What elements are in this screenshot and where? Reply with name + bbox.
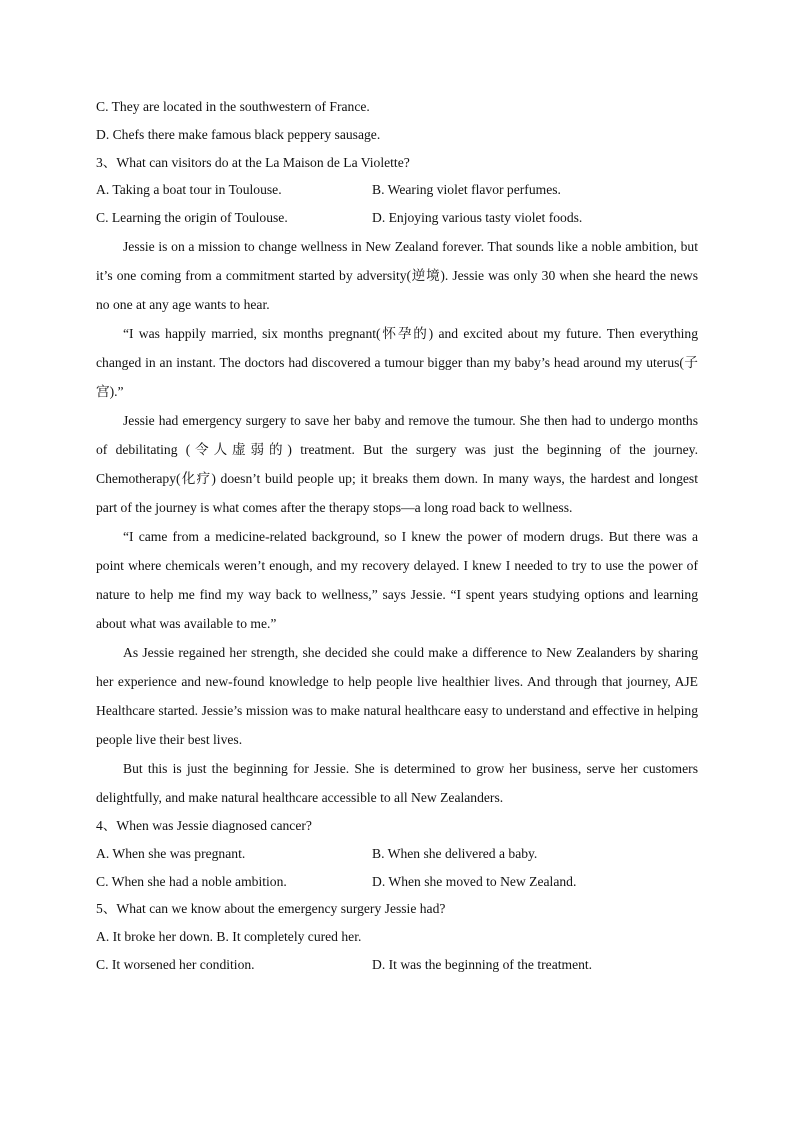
q3-options-row-1 bbox=[96, 176, 698, 204]
passage-paragraph-5: As Jessie regained her strength, she decided she could make a difference to New Zealanders by sharing her experience and new-found knowledge to help people live healthier lives. And through that journey, AJE Healthcare started. Jessie’s mission was to make natural healthcare easy to understand and effective in helping people live their best lives. bbox=[96, 644, 698, 747]
q4-option-a: A. When she was pregnant. bbox=[96, 845, 246, 861]
page-content bbox=[96, 93, 698, 979]
passage-paragraph-4: “I came from a medicine-related background, so I knew the power of modern drugs. But there was a point where chemicals weren’t enough, and my recovery delayed. I knew I needed to try to use the power of nature to help me find my way back to wellness,” says Jessie. “I spent years studying options and learning about what was available to me.” bbox=[96, 528, 698, 631]
q5-options-a-b: A. It broke her down. B. It completely cured her. bbox=[96, 929, 362, 945]
q3-option-d: D. Enjoying various tasty violet foods. bbox=[372, 210, 583, 226]
q3-stem: 3、What can visitors do at the La Maison de La Violette? bbox=[96, 154, 410, 170]
q3-option-a: A. Taking a boat tour in Toulouse. bbox=[96, 182, 282, 198]
q2-option-c: C. They are located in the southwestern of France. bbox=[96, 99, 370, 114]
passage-paragraph-2: “I was happily married, six months pregnant(怀孕的) and excited about my future. Then everything changed in an instant. The doctors had discovered a tumour bigger than my baby’s head around my uterus(子宫).” bbox=[96, 325, 698, 399]
q4-option-d: D. When she moved to New Zealand. bbox=[372, 873, 577, 889]
q3-option-b: B. Wearing violet flavor perfumes. bbox=[372, 182, 561, 198]
q2-option-d: D. Chefs there make famous black peppery sausage. bbox=[96, 126, 381, 142]
passage-paragraph-3: Jessie had emergency surgery to save her baby and remove the tumour. She then had to undergo months of debilitating (令人虚弱的) treatment. But the surgery was just the beginning of the journey. Chemotherapy(化疗) doesn’t build people up; it breaks them down. In many ways, the hardest and longest part of the journey is what comes after the therapy stops—a long road back to wellness. bbox=[96, 412, 698, 515]
q4-option-b: B. When she delivered a baby. bbox=[372, 845, 538, 861]
q4-options-row-1 bbox=[96, 840, 698, 868]
q4-stem: 4、When was Jessie diagnosed cancer? bbox=[96, 817, 312, 833]
q5-options-row-2 bbox=[96, 951, 698, 979]
q3-options-row-2 bbox=[96, 204, 698, 232]
passage-paragraph-6: But this is just the beginning for Jessie. She is determined to grow her business, serve her customers delightfully, and make natural healthcare accessible to all New Zealanders. bbox=[96, 760, 698, 805]
q5-stem: 5、What can we know about the emergency surgery Jessie had? bbox=[96, 901, 446, 917]
passage-paragraph-1: Jessie is on a mission to change wellness in New Zealand forever. That sounds like a noble ambition, but it’s one coming from a commitment started by adversity(逆境). Jessie was only 30 when she heard the news no one at any age wants to hear. bbox=[96, 238, 698, 312]
q3-option-c: C. Learning the origin of Toulouse. bbox=[96, 210, 288, 226]
q5-option-c: C. It worsened her condition. bbox=[96, 956, 255, 972]
q5-option-d: D. It was the beginning of the treatment. bbox=[372, 956, 593, 972]
q4-option-c: C. When she had a noble ambition. bbox=[96, 873, 287, 889]
q4-options-row-2 bbox=[96, 868, 698, 896]
